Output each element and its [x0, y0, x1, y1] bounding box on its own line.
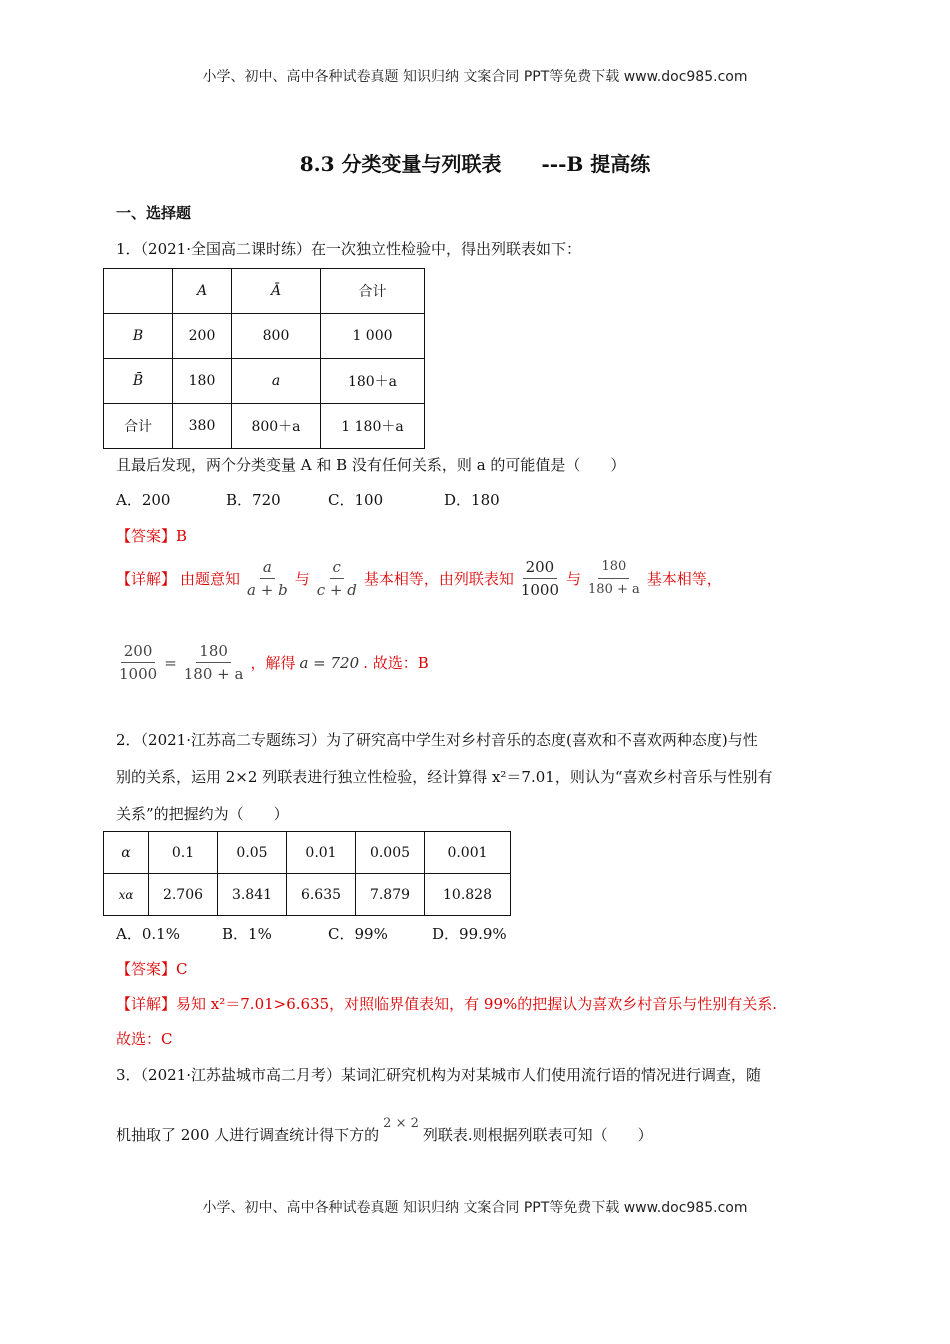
- q1-cell: 1 180＋a: [321, 404, 425, 449]
- q3-text: 列联表.则根据列联表可知（ ）: [422, 1126, 653, 1144]
- q1-question: 且最后发现，两个分类变量 A 和 B 没有任何关系，则 a 的可能值是（ ）: [116, 456, 626, 474]
- q1-cell: B: [104, 314, 173, 359]
- page-title: 8.3 分类变量与列联表 ---B 提高练: [299, 152, 651, 176]
- q3-stem-line1: 3．（2021·江苏盐城市高二月考）某词汇研究机构为对某城市人们使用流行语的情况进行调查，随: [116, 1066, 761, 1084]
- q1-cell: A: [173, 269, 232, 314]
- detail-tag: 【详解】: [116, 995, 177, 1013]
- q1-cell: 合计: [104, 404, 173, 449]
- q1-answer: [116, 525, 187, 546]
- q2-option-b: B．1%: [222, 925, 272, 943]
- detail-text: 易知 x²＝7.01>6.635，对照临界值表知，有 99%的把握认为喜欢乡村音乐与性别有关系.: [176, 995, 778, 1013]
- q1-cell: B̄: [104, 359, 173, 404]
- q2-detail: [116, 993, 777, 1014]
- q1-cell: 200: [173, 314, 232, 359]
- q1-option-b: B．720: [226, 491, 281, 509]
- q2-answer: [116, 958, 188, 979]
- fraction: $\frac{180}{180 + a}$: [585, 556, 643, 601]
- detail-text: ，解得: [250, 654, 296, 672]
- q1-option-a: A．200: [116, 491, 171, 509]
- q1-option-d: D．180: [444, 491, 500, 509]
- solution: a = 720: [299, 653, 360, 672]
- q2-cell: α: [104, 832, 149, 874]
- q1-detail-line2: [116, 640, 429, 685]
- q2-critical-value-table: [103, 831, 511, 916]
- q2-cell: 10.828: [425, 874, 511, 916]
- q2-stem-line3: 关系”的把握约为（ ）: [116, 805, 289, 823]
- detail-text: 基本相等，由列联表知: [363, 570, 514, 588]
- q2-cell: 0.05: [218, 832, 287, 874]
- q1-cell: a: [232, 359, 321, 404]
- q2-cell: 0.005: [356, 832, 425, 874]
- q1-cell: 1 000: [321, 314, 425, 359]
- q2-cell: 0.01: [287, 832, 356, 874]
- answer-value: C: [176, 960, 188, 978]
- detail-text: . 故选：B: [363, 654, 429, 672]
- page-footer: 小学、初中、高中各种试卷真题 知识归纳 文案合同 PPT等免费下载 www.doc985.com: [202, 1200, 748, 1216]
- detail-tag: 【详解】: [116, 570, 177, 588]
- detail-text: 与: [566, 570, 582, 588]
- q3-text: 机抽取了 200 人进行调查统计得下方的: [116, 1126, 380, 1144]
- answer-value: B: [176, 527, 188, 545]
- q1-detail-line1: [116, 556, 722, 601]
- q2-choose: 故选：C: [116, 1030, 173, 1048]
- section-heading: 一、选择题: [116, 204, 192, 222]
- q2-option-d: D．99.9%: [432, 925, 507, 943]
- q1-contingency-table: [103, 268, 425, 449]
- q1-cell: 380: [173, 404, 232, 449]
- detail-text: 与: [294, 570, 310, 588]
- q2-cell: 2.706: [149, 874, 218, 916]
- q1-cell: 180＋a: [321, 359, 425, 404]
- detail-text: 基本相等，: [646, 570, 722, 588]
- q2-option-c: C．99%: [328, 925, 388, 943]
- fraction: $\frac{180}{180 + a}$: [183, 642, 244, 683]
- q1-cell: Ā: [232, 269, 321, 314]
- q2-stem-line2: 别的关系，运用 2×2 列联表进行独立性检验，经计算得 x²＝7.01，则认为“喜欢乡村音乐与性别有: [116, 768, 773, 786]
- q2-cell: 6.635: [287, 874, 356, 916]
- page-header: 小学、初中、高中各种试卷真题 知识归纳 文案合同 PPT等免费下载 www.doc985.com: [202, 69, 748, 85]
- q3-stem-line2: [116, 1116, 653, 1145]
- q1-cell: 合计: [321, 269, 425, 314]
- q2-stem-line1: 2．（2021·江苏高二专题练习）为了研究高中学生对乡村音乐的态度(喜欢和不喜欢两种态度)与性: [116, 731, 758, 749]
- q1-cell: 180: [173, 359, 232, 404]
- detail-text: 由题意知: [180, 570, 241, 588]
- fraction: $\frac{c}{c + d}$: [316, 558, 357, 599]
- fraction: $\frac{a}{a + b}$: [247, 558, 288, 599]
- q1-cell: [104, 269, 173, 314]
- q3-table-size: 2 × 2: [383, 1116, 419, 1131]
- q1-cell: 800: [232, 314, 321, 359]
- q2-cell: 0.001: [425, 832, 511, 874]
- q1-stem: 1．（2021·全国高二课时练）在一次独立性检验中，得出列联表如下：: [116, 240, 581, 258]
- q2-cell: 3.841: [218, 874, 287, 916]
- answer-tag: 【答案】: [116, 527, 177, 545]
- q2-cell: xα: [104, 874, 149, 916]
- q1-cell: 800＋a: [232, 404, 321, 449]
- answer-tag: 【答案】: [116, 960, 177, 978]
- fraction: $\frac{200}{1000}$: [119, 642, 158, 683]
- q1-option-c: C．100: [328, 491, 384, 509]
- q2-option-a: A．0.1%: [116, 925, 180, 943]
- equals-sign: =: [164, 653, 177, 672]
- fraction: $\frac{200}{1000}$: [520, 558, 560, 599]
- q2-cell: 7.879: [356, 874, 425, 916]
- q2-cell: 0.1: [149, 832, 218, 874]
